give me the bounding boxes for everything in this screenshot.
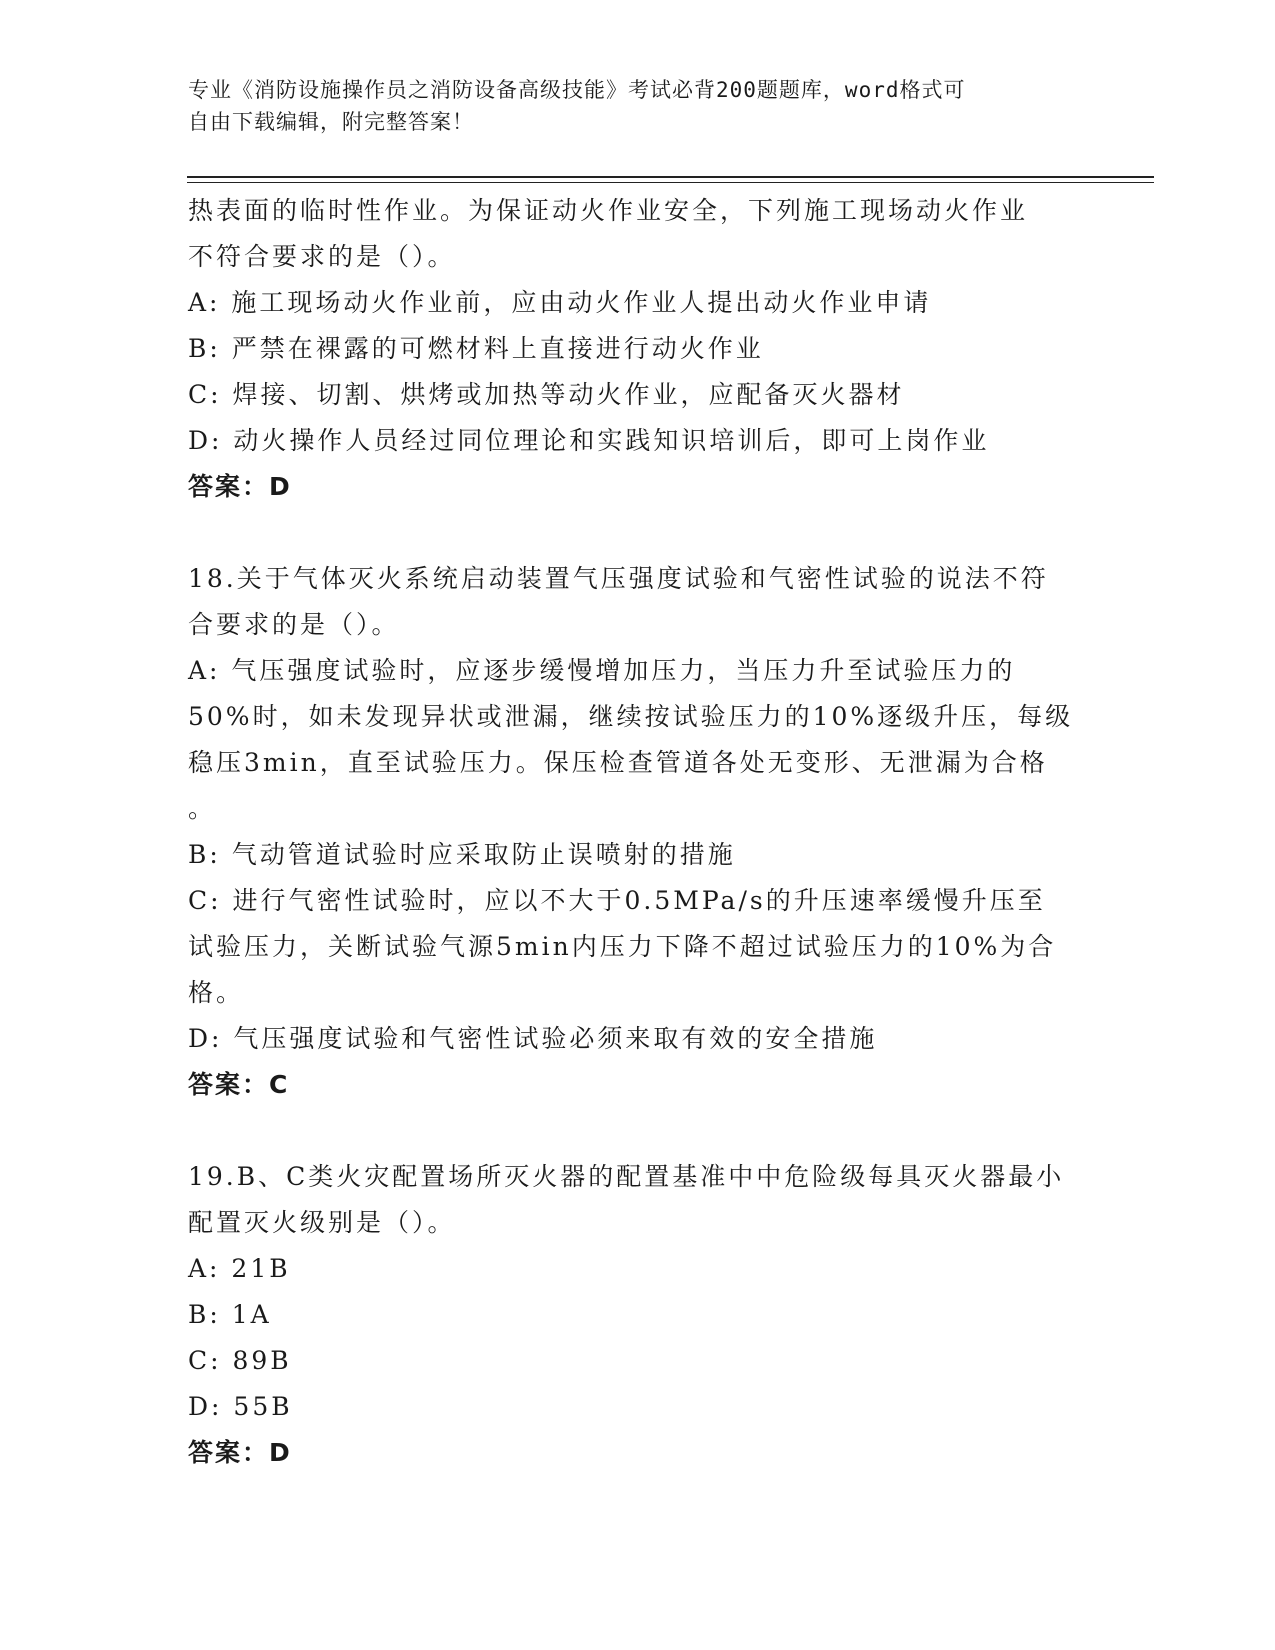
option-c-cont: 格。 <box>188 978 245 1007</box>
question-stem-line: 19.B、C类火灾配置场所灭火器的配置基准中中危险级每具灭火器最小 <box>188 1162 1065 1191</box>
document-header <box>188 74 1088 138</box>
question-stem-line: 18.关于气体灭火系统启动装置气压强度试验和气密性试验的说法不符 <box>188 564 1049 593</box>
option-a-cont: 稳压3min，直至试验压力。保压检查管道各处无变形、无泄漏为合格 <box>188 748 1048 777</box>
question-stem-line: 合要求的是（）。 <box>188 610 400 639</box>
question-stem-line: 配置灭火级别是（）。 <box>188 1208 456 1237</box>
header-rule-thin <box>187 182 1154 183</box>
header-line-2: 自由下载编辑，附完整答案！ <box>188 110 474 134</box>
question-17 <box>188 188 1088 510</box>
option-b: B: 严禁在裸露的可燃材料上直接进行动火作业 <box>188 334 764 363</box>
option-c-cont: 试验压力，关断试验气源5min内压力下降不超过试验压力的10%为合 <box>188 932 1057 961</box>
option-d: D: 55B <box>188 1392 293 1421</box>
option-d: D: 气压强度试验和气密性试验必须来取有效的安全措施 <box>188 1024 878 1053</box>
spacer <box>188 510 1088 556</box>
option-c: C: 进行气密性试验时，应以不大于0.5MPa/s的升压速率缓慢升压至 <box>188 886 1046 915</box>
option-a: A: 气压强度试验时，应逐步缓慢增加压力，当压力升至试验压力的 <box>188 656 1016 685</box>
header-rule-thick <box>187 176 1154 178</box>
option-a-cont: 50%时，如未发现异状或泄漏，继续按试验压力的10%逐级升压，每级 <box>188 702 1074 731</box>
option-c: C: 焊接、切割、烘烤或加热等动火作业，应配备灭火器材 <box>188 380 905 409</box>
question-18 <box>188 556 1088 1108</box>
header-line-1: 专业《消防设施操作员之消防设备高级技能》考试必背200题题库，word格式可 <box>188 78 966 102</box>
question-19 <box>188 1154 1088 1476</box>
question-stem-line: 不符合要求的是（）。 <box>188 242 456 271</box>
option-b: B: 气动管道试验时应采取防止误喷射的措施 <box>188 840 736 869</box>
option-a: A: 21B <box>188 1254 291 1283</box>
option-a-cont: 。 <box>188 794 217 823</box>
answer-label: 答案：D <box>188 472 292 501</box>
question-stem-line: 热表面的临时性作业。为保证动火作业安全，下列施工现场动火作业 <box>188 196 1029 225</box>
document-body <box>188 188 1088 1476</box>
answer-label: 答案：D <box>188 1438 292 1467</box>
spacer <box>188 1108 1088 1154</box>
option-a: A: 施工现场动火作业前，应由动火作业人提出动火作业申请 <box>188 288 932 317</box>
option-c: C: 89B <box>188 1346 292 1375</box>
answer-label: 答案：C <box>188 1070 290 1099</box>
option-d: D: 动火操作人员经过同位理论和实践知识培训后，即可上岗作业 <box>188 426 990 455</box>
option-b: B: 1A <box>188 1300 272 1329</box>
